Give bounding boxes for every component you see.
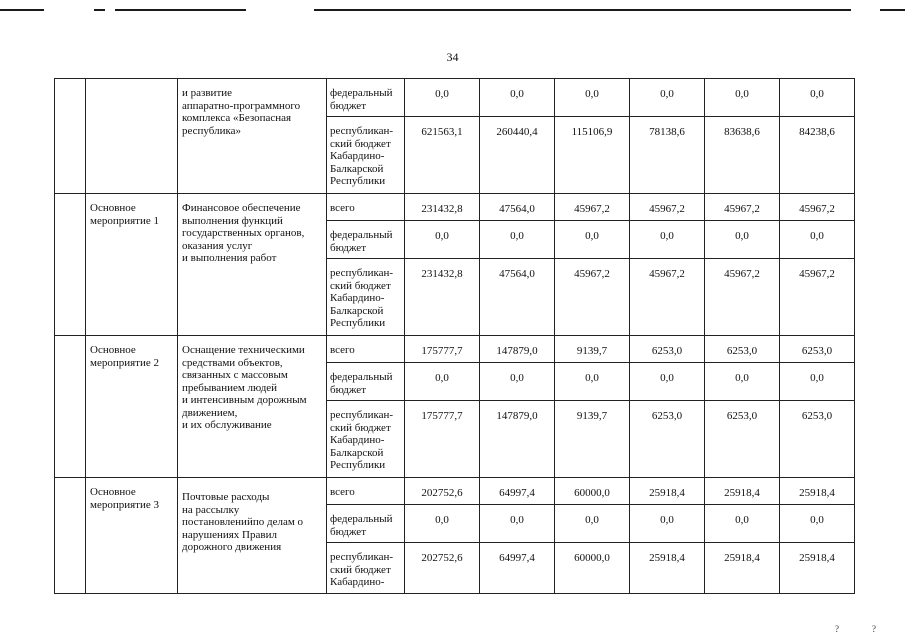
scan-line (115, 9, 246, 11)
value-cell: 25918,4 (705, 543, 780, 594)
value-cell: 60000,0 (555, 478, 630, 505)
funding-source-cell: федеральный бюджет (327, 505, 405, 543)
value-cell: 47564,0 (480, 259, 555, 336)
value-cell: 231432,8 (405, 194, 480, 221)
value-cell: 0,0 (480, 221, 555, 259)
value-cell: 0,0 (480, 505, 555, 543)
scan-line (94, 9, 105, 11)
value-cell: 0,0 (705, 79, 780, 117)
blank-cell (55, 478, 86, 594)
value-cell: 0,0 (705, 363, 780, 401)
table-row (55, 478, 855, 505)
value-cell: 0,0 (555, 363, 630, 401)
funding-source-cell: всего (327, 336, 405, 363)
value-cell: 47564,0 (480, 194, 555, 221)
value-cell: 0,0 (780, 221, 855, 259)
blank-cell (55, 194, 86, 336)
value-cell: 9139,7 (555, 401, 630, 478)
value-cell: 0,0 (405, 363, 480, 401)
value-cell: 9139,7 (555, 336, 630, 363)
value-cell: 6253,0 (780, 336, 855, 363)
value-cell: 147879,0 (480, 401, 555, 478)
funding-source-cell: республикан- ский бюджет Кабардино- Балкарской Республики (327, 117, 405, 194)
value-cell: 231432,8 (405, 259, 480, 336)
funding-source-cell: всего (327, 478, 405, 505)
value-cell: 0,0 (480, 363, 555, 401)
activity-name-cell (86, 79, 178, 194)
activity-description-cell: и развитие аппаратно-программного комплекса «Безопасная республика» (178, 79, 327, 194)
value-cell: 6253,0 (705, 336, 780, 363)
value-cell: 202752,6 (405, 543, 480, 594)
funding-source-cell: федеральный бюджет (327, 363, 405, 401)
value-cell: 25918,4 (630, 543, 705, 594)
value-cell: 175777,7 (405, 336, 480, 363)
scan-mark: ? (872, 624, 876, 634)
value-cell: 6253,0 (630, 336, 705, 363)
value-cell: 60000,0 (555, 543, 630, 594)
value-cell: 45967,2 (780, 259, 855, 336)
table-row (55, 79, 855, 117)
value-cell: 0,0 (630, 221, 705, 259)
value-cell: 115106,9 (555, 117, 630, 194)
table-row (55, 194, 855, 221)
value-cell: 6253,0 (630, 401, 705, 478)
funding-source-cell: всего (327, 194, 405, 221)
activity-description-cell: Финансовое обеспечение выполнения функций государственных органов, оказания услуг и выполнения работ (178, 194, 327, 336)
funding-source-cell: федеральный бюджет (327, 221, 405, 259)
value-cell: 0,0 (555, 79, 630, 117)
value-cell: 45967,2 (555, 259, 630, 336)
value-cell: 6253,0 (780, 401, 855, 478)
value-cell: 25918,4 (630, 478, 705, 505)
value-cell: 64997,4 (480, 543, 555, 594)
value-cell: 78138,6 (630, 117, 705, 194)
value-cell: 25918,4 (780, 478, 855, 505)
activity-description-cell: Почтовые расходы на рассылку постановленийпо делам о нарушениях Правил дорожного движения (178, 478, 327, 594)
value-cell: 202752,6 (405, 478, 480, 505)
value-cell: 0,0 (780, 505, 855, 543)
value-cell: 45967,2 (555, 194, 630, 221)
value-cell: 0,0 (630, 79, 705, 117)
activity-name-cell: Основное мероприятие 3 (86, 478, 178, 594)
value-cell: 45967,2 (705, 194, 780, 221)
blank-cell (55, 336, 86, 478)
activity-name-cell: Основное мероприятие 2 (86, 336, 178, 478)
funding-source-cell: федеральный бюджет (327, 79, 405, 117)
activity-description-cell: Оснащение техническими средствами объектов, связанных с массовым пребыванием людей и интенсивным дорожным движением, и их обслуживание (178, 336, 327, 478)
scan-line (880, 9, 905, 11)
value-cell: 0,0 (405, 505, 480, 543)
value-cell: 0,0 (555, 221, 630, 259)
value-cell: 25918,4 (705, 478, 780, 505)
funding-source-cell: республикан- ский бюджет Кабардино- Балкарской Республики (327, 259, 405, 336)
value-cell: 0,0 (780, 363, 855, 401)
scan-line (314, 9, 851, 11)
value-cell: 175777,7 (405, 401, 480, 478)
value-cell: 621563,1 (405, 117, 480, 194)
value-cell: 45967,2 (705, 259, 780, 336)
value-cell: 84238,6 (780, 117, 855, 194)
funding-source-cell: республикан- ский бюджет Кабардино- (327, 543, 405, 594)
value-cell: 0,0 (705, 221, 780, 259)
value-cell: 45967,2 (630, 259, 705, 336)
blank-cell (55, 79, 86, 194)
scan-mark: ? (835, 624, 839, 634)
value-cell: 260440,4 (480, 117, 555, 194)
value-cell: 0,0 (555, 505, 630, 543)
value-cell: 0,0 (630, 505, 705, 543)
value-cell: 0,0 (780, 79, 855, 117)
value-cell: 25918,4 (780, 543, 855, 594)
value-cell: 64997,4 (480, 478, 555, 505)
value-cell: 0,0 (480, 79, 555, 117)
value-cell: 0,0 (405, 221, 480, 259)
scan-line (0, 9, 44, 11)
table-row (55, 336, 855, 363)
activity-name-cell: Основное мероприятие 1 (86, 194, 178, 336)
value-cell: 45967,2 (630, 194, 705, 221)
value-cell: 0,0 (405, 79, 480, 117)
funding-source-cell: республикан- ский бюджет Кабардино- Балкарской Республики (327, 401, 405, 478)
budget-table (54, 78, 855, 594)
value-cell: 45967,2 (780, 194, 855, 221)
value-cell: 83638,6 (705, 117, 780, 194)
value-cell: 6253,0 (705, 401, 780, 478)
value-cell: 0,0 (705, 505, 780, 543)
page-number: 34 (446, 50, 459, 64)
value-cell: 0,0 (630, 363, 705, 401)
value-cell: 147879,0 (480, 336, 555, 363)
